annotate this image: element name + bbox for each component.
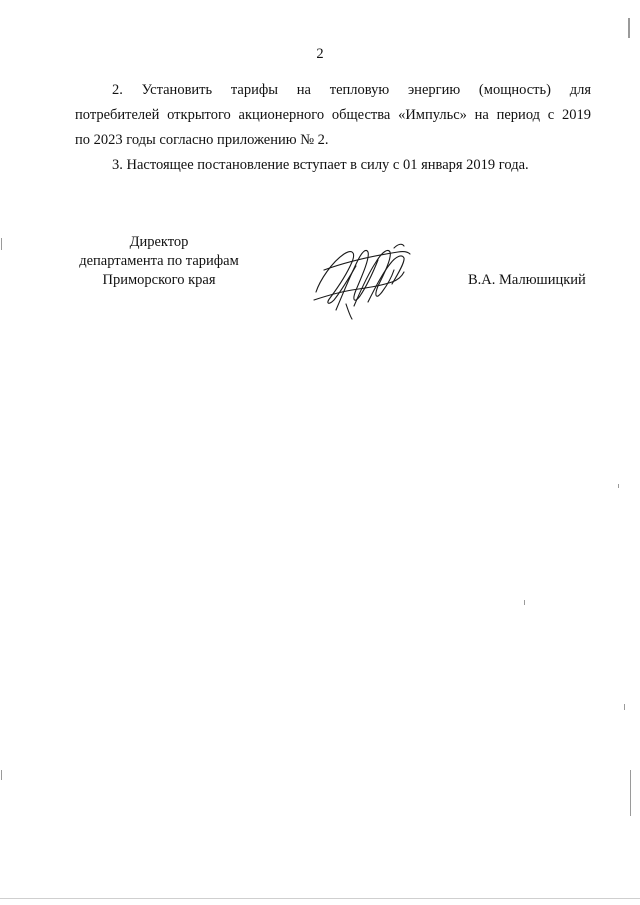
scan-edge-mark <box>624 704 625 710</box>
paragraph-item-2-line-3: по 2023 годы согласно приложению № 2. <box>75 132 329 148</box>
scan-edge-mark <box>1 238 2 250</box>
paragraph-item-2-line-1: 2. Установить тарифы на тепловую энергию (мощность) для <box>112 82 591 98</box>
page-number: 2 <box>316 46 324 62</box>
scan-bottom-edge <box>0 898 640 899</box>
scan-edge-mark <box>618 484 619 488</box>
signer-name: В.А. Малюшицкий <box>468 272 586 288</box>
scan-edge-mark <box>524 600 525 605</box>
signer-position-line-1: Директор <box>129 234 189 250</box>
paragraph-item-2 <box>75 78 591 153</box>
handwritten-signature <box>306 240 414 320</box>
scan-edge-mark <box>628 18 630 38</box>
scan-edge-mark <box>1 770 2 780</box>
signer-position-line-3: Приморского края <box>102 272 216 288</box>
signer-position <box>74 233 244 290</box>
scan-edge-mark <box>630 770 631 816</box>
paragraph-item-2-line-2: потребителей открытого акционерного общества «Импульс» на период с 2019 <box>75 107 591 123</box>
signer-position-line-2: департамента по тарифам <box>79 253 239 269</box>
paragraph-item-3: 3. Настоящее постановление вступает в силу с 01 января 2019 года. <box>112 157 529 173</box>
